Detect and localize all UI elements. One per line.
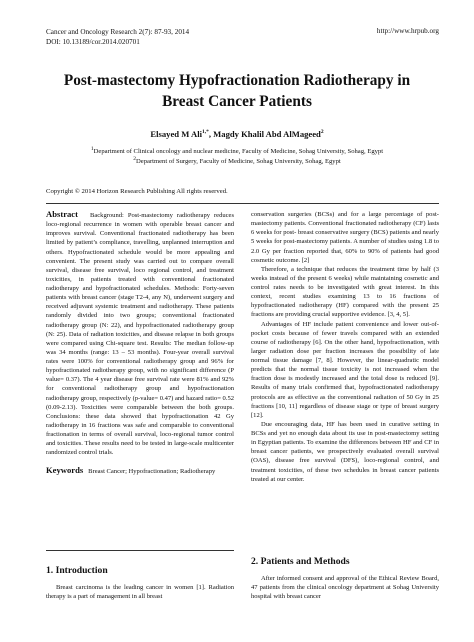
author-2-affil: 2 bbox=[320, 129, 324, 136]
author-1-affil: 1,* bbox=[201, 129, 209, 136]
right-paragraph-4: Due encouraging data, HF has been used in curative setting in BCSs and yet no enough data about its use in post-mastectomy setting in Egyptian patients. To examine the differences between HF and CF in breast cancer patients, we prospectively evaluated overall survival (OAS), disease free survival (DFS), loco-regional control, and treatment toxicities, of these two schedules in breast cancer patients treated at our center. bbox=[251, 420, 439, 483]
keywords-heading: Keywords bbox=[46, 465, 84, 476]
left-column bbox=[46, 210, 234, 477]
paper-title bbox=[40, 70, 434, 112]
author-1: Elsayed M Ali bbox=[150, 129, 202, 139]
affiliation-2-text: Department of Surgery, Faculty of Medicine, Sohag University, Sohag, Egypt bbox=[136, 157, 341, 165]
methods-body bbox=[251, 574, 439, 601]
intro-paragraph: Breast carcinoma is the leading cancer in women [1]. Radiation therapy is a part of management in all breast bbox=[46, 584, 234, 601]
divider bbox=[46, 203, 439, 204]
copyright-notice: Copyright © 2014 Horizon Research Publishing All rights reserved. bbox=[46, 188, 228, 195]
author-separator: , bbox=[208, 129, 214, 139]
abstract-text: Background: Post-mastectomy radiotherapy reduces loco-regional recurrence in women with operable breast cancer and improves survival. Conventional fractionated radiotherapy has been limited by patient’s compliance, travelling, unplanned interruption and others. Hypofractionated schedule would be more appealing and convenient. The present study was carried out to compare overall survival, disease free survival, loco regional control, and treatment toxicities, in patients treated with conventional fractionated radiotherapy and hypofractionated schedules. Methods: Forty-seven patients with breast cancer (stage T2-4, any N), underwent surgery and received adjuvant systemic treatment and radiotherapy. These patients randomly divided into two groups; conventional fractionated radiotherapy group (N: 22), and hypofractionated radiotherapy group (N: 25). Data of radiation toxicities, and disease relapse in both groups were compared using Chi-square test. Results: The median follow-up was 34 months (range: 13 – 53 months). Four-year overall survival rates were 100% for conventional radiotherapy group and 96% for hypofractionated radiotherapy group, with no significant difference (P value= 0.37). The 4 year disease free survival rate were 81% and 92% for conventional radiotherapy group and hypofractionation radiotherapy group, respectively (p-value= 0.47) and hazard ratio= 0.52 (0.09-2.13). Toxicities were comparable between the both groups. Conclusions: these data showed that hypofractionation 42 Gy radiotherapy in 16 fractions was safe and comparable to conventional fractionation in terms of overall survival, loco-regional tumor control and toxicities. These results need to be tested in large-scale multicenter randomized control trials. bbox=[46, 212, 234, 457]
keywords bbox=[46, 466, 234, 476]
abstract-end-rule bbox=[46, 550, 234, 551]
journal-citation: Cancer and Oncology Research 2(7): 87-93, 2014 bbox=[46, 28, 190, 36]
abstract bbox=[46, 210, 234, 457]
journal-header bbox=[46, 27, 189, 47]
affiliation-2 bbox=[40, 157, 434, 167]
abstract-heading: Abstract bbox=[46, 209, 78, 219]
right-paragraph-2: Therefore, a technique that reduces the treatment time by half (3 weeks instead of the present 6 weeks) while maintaining cosmetic and control rates needs to be investigated with great interest. In this context, recent studies examining 13 to 16 fractions of hypofractionated radiotherapy (HF) compared with the present 25 fractions are providing crucial supportive evidence. [3, 4, 5]. bbox=[251, 265, 439, 319]
title-line-2: Breast Cancer Patients bbox=[162, 93, 312, 110]
affiliations bbox=[40, 147, 434, 166]
journal-url[interactable]: http://www.hrpub.org bbox=[376, 27, 439, 35]
affiliation-1-text: Department of Clinical oncology and nuclear medicine, Faculty of Medicine, Sohag University, Sohag, Egypt bbox=[93, 148, 384, 155]
right-column bbox=[251, 210, 439, 484]
affiliation-1-sup: 1 bbox=[90, 145, 94, 152]
intro-body bbox=[46, 583, 234, 601]
doi: DOI: 10.13189/cor.2014.020701 bbox=[46, 38, 140, 46]
author-2: Magdy Khalil Abd AlMageed bbox=[213, 129, 321, 139]
section-heading-patients-methods: 2. Patients and Methods bbox=[251, 556, 350, 567]
title-line-1: Post-mastectomy Hypofractionation Radiotherapy in bbox=[63, 72, 411, 89]
affiliation-1 bbox=[40, 147, 434, 157]
right-paragraph-3: Advantages of HF include patient convenience and lower out-of- pocket costs because of fewer travels compared with an extended course of radiotherapy [6]. On the other hand, hypofractionation, with larger radiation dose per fraction increases the possibility of late normal tissue damage [7, 8]. However, the linear-quadratic model predicts that the normal tissue toxicity is not increased when the fraction dose is modestly increased and the total dose is reduced [9]. Results of many trials confirmed that, hypofractionated radiotherapy protocols are as effective as the conventional radiation of 50 Gy in 25 fractions [10, 11] regardless of disease stage or type of breast surgery [12]. bbox=[251, 320, 439, 419]
right-paragraph-1: conservation surgeries (BCSs) and for a large percentage of post-mastectomy patients. Conventional fractionated radiotherapy (CF) lasts 6 weeks for post- breast conservative surgery (BCS) patients and nearly 5 weeks for post-mastectomy patients. A number of studies using 1.8 to 2.0 Gy per fraction reported that, 60% to 90% of patients had good cosmetic outcome. [2] bbox=[251, 211, 439, 264]
affiliation-2-sup: 2 bbox=[133, 155, 137, 162]
author-list bbox=[40, 129, 434, 139]
keywords-text: Breast Cancer; Hypofractionation; Radiotherapy bbox=[88, 468, 216, 476]
section-heading-introduction: 1. Introduction bbox=[46, 565, 108, 576]
methods-paragraph: After informed consent and approval of the Ethical Review Board, 47 patients from the clinical oncology department at Sohag University hospital with breast cancer bbox=[251, 575, 439, 601]
